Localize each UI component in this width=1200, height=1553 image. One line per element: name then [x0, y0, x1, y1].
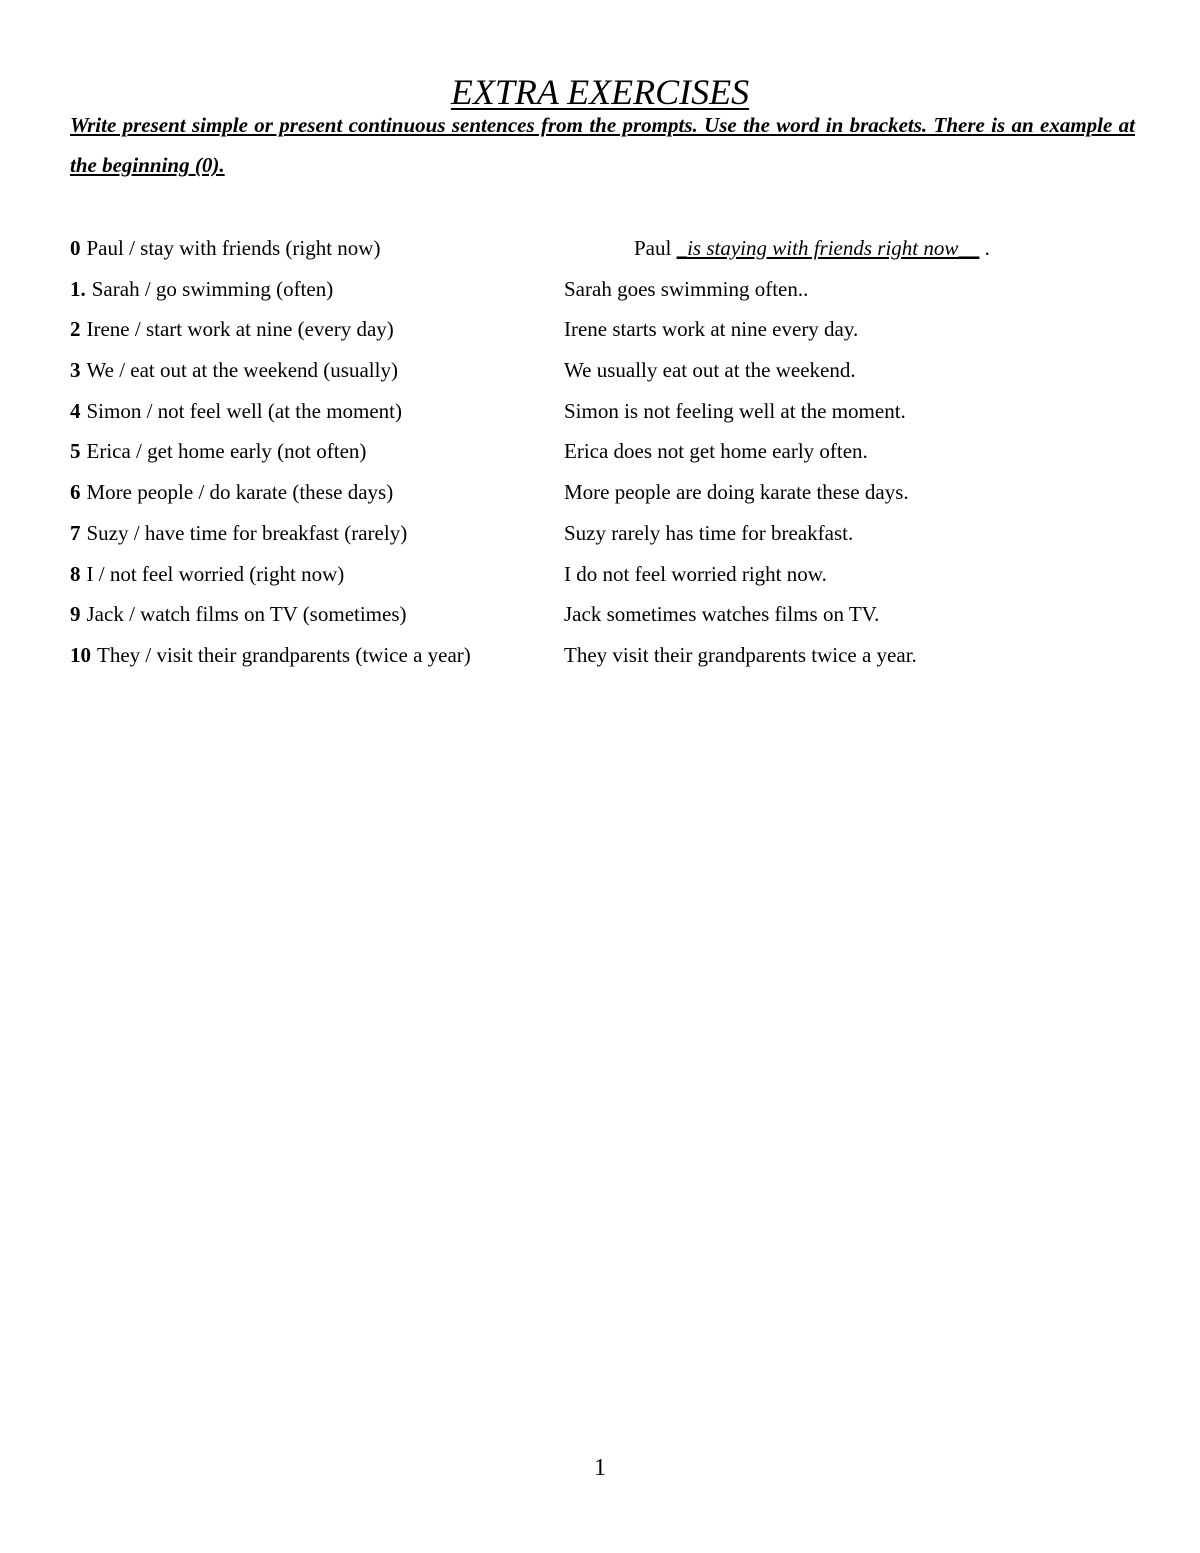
exercise-row: [70, 309, 1130, 350]
exercise-prompt-text: Sarah / go swimming (often): [91, 276, 334, 301]
example-number: 0: [70, 236, 81, 260]
exercise-prompt: [70, 472, 393, 512]
exercise-prompt: [70, 431, 366, 471]
exercise-prompt-text: Jack / watch films on TV (sometimes): [86, 602, 407, 627]
page-title: EXTRA EXERCISES: [450, 72, 750, 112]
exercise-number: 3: [70, 358, 81, 383]
exercise-row: [70, 350, 1130, 391]
exercise-prompt: [70, 513, 407, 553]
exercise-answer: Simon is not feeling well at the moment.: [564, 398, 906, 423]
exercise-row: [70, 554, 1130, 595]
example-prompt-text: Paul / stay with friends (right now): [86, 236, 381, 260]
exercise-row: [70, 513, 1130, 554]
exercise-number: 7: [70, 520, 81, 545]
exercise-number: 5: [70, 439, 81, 464]
exercise-answer: Erica does not get home early often.: [564, 439, 868, 464]
exercise-prompt-text: I / not feel worried (right now): [86, 561, 345, 586]
exercise-row: [70, 594, 1130, 635]
exercise-number: 9: [70, 602, 81, 627]
example-answer-suffix: .: [979, 236, 990, 260]
exercise-prompt: [70, 594, 407, 634]
exercise-prompt-text: Simon / not feel well (at the moment): [86, 398, 403, 423]
exercise-prompt: [70, 269, 333, 309]
exercise-row: [70, 431, 1130, 472]
exercise-number: 8: [70, 561, 81, 586]
exercise-answer: More people are doing karate these days.: [564, 480, 909, 505]
exercise-row: [70, 391, 1130, 432]
exercise-prompt-text: Irene / start work at nine (every day): [86, 317, 394, 342]
exercise-prompt: [70, 391, 402, 431]
exercise-row: [70, 472, 1130, 513]
exercise-answer: Irene starts work at nine every day.: [564, 317, 859, 342]
exercise-prompt: [70, 554, 344, 594]
exercise-number: 1.: [70, 276, 86, 301]
exercise-prompt: [70, 350, 398, 390]
exercise-prompt-text: We / eat out at the weekend (usually): [86, 358, 398, 383]
exercise-row: [70, 635, 1130, 676]
example-answer-prefix: Paul: [634, 236, 677, 260]
exercise-answer: They visit their grandparents twice a year.: [564, 642, 917, 667]
exercise-number: 6: [70, 480, 81, 505]
exercise-prompt-text: Suzy / have time for breakfast (rarely): [86, 520, 408, 545]
exercise-number: 2: [70, 317, 81, 342]
exercise-answer: Suzy rarely has time for breakfast.: [564, 520, 854, 545]
page-number: 1: [594, 1455, 606, 1481]
instructions: Write present simple or present continuous sentences from the prompts. Use the word in brackets. There is an example at the beginning (0).: [70, 113, 1135, 177]
exercise-answer: Sarah goes swimming often..: [564, 276, 809, 301]
exercise-answer: We usually eat out at the weekend.: [564, 358, 856, 383]
exercise-list: [70, 228, 1130, 676]
example-row: [70, 228, 1130, 269]
exercise-prompt-text: More people / do karate (these days): [86, 480, 394, 505]
exercise-number: 10: [70, 642, 91, 667]
exercise-number: 4: [70, 398, 81, 423]
exercise-prompt: [70, 635, 471, 675]
example-prompt: [70, 228, 380, 268]
example-answer: [634, 228, 990, 268]
exercise-answer: Jack sometimes watches films on TV.: [564, 602, 880, 627]
exercise-prompt: [70, 309, 394, 349]
exercise-prompt-text: They / visit their grandparents (twice a year): [97, 642, 471, 667]
exercise-answer: I do not feel worried right now.: [564, 561, 827, 586]
example-answer-blank: _is staying with friends right now__: [676, 236, 980, 260]
exercise-prompt-text: Erica / get home early (not often): [86, 439, 367, 464]
exercise-row: [70, 269, 1130, 310]
